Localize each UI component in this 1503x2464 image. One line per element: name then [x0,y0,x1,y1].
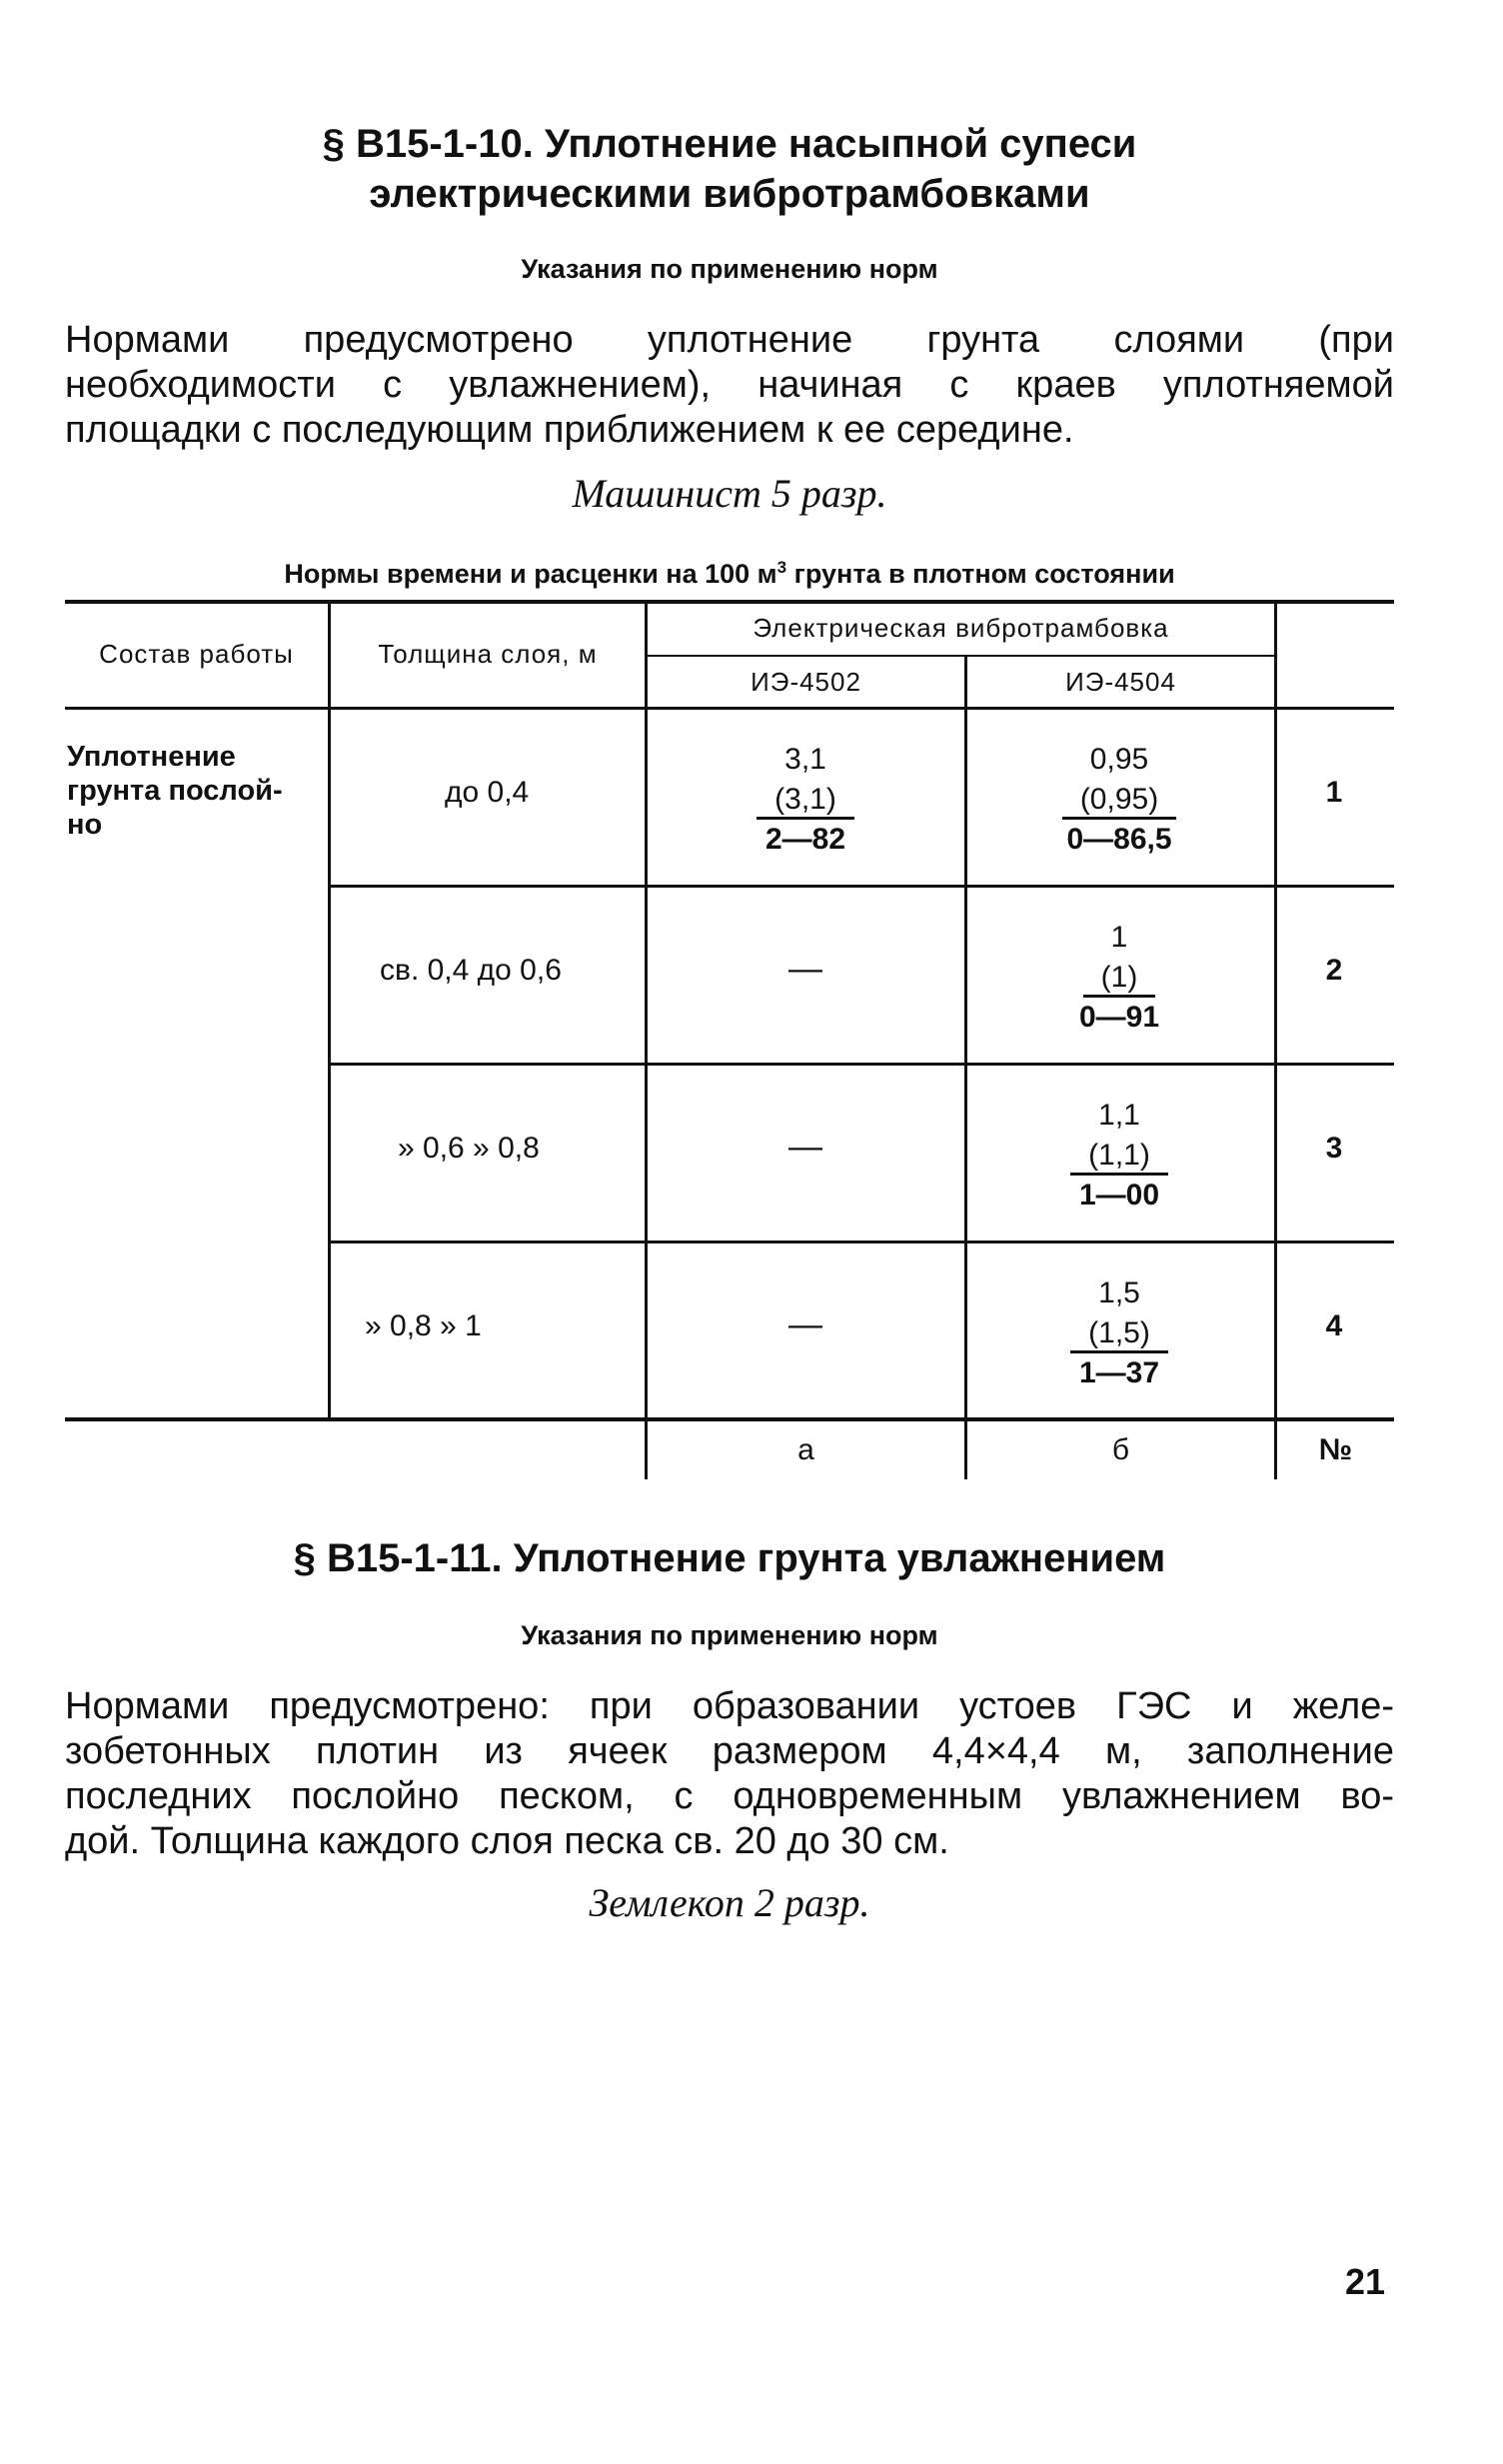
thickness-cell: св. 0,4 до 0,6 [380,954,562,987]
table-caption-tail: грунта в плотном состоянии [786,559,1175,589]
work-line: но [67,809,103,841]
work-line: Уплотнение [67,741,236,773]
row-rule [330,885,1394,888]
header-bottom-rule [65,707,1394,710]
thickness-cell: до 0,4 [445,776,530,809]
paragraph-line: зобетонных плотин из ячеек размером 4,4×4,4 м, заполнение [65,1730,1394,1772]
norms-table [65,600,1394,1479]
section-title-line1: § В15-1-10. Уплотнение насыпной супеси [322,122,1137,166]
paragraph-line: площадки с последующим приближением к ее середине. [65,409,1074,451]
header-col-b: ИЭ-4504 [1065,667,1176,697]
section-title: § В15-1-11. Уплотнение грунта увлажнением [293,1536,1166,1580]
footer-number-sign: № [1318,1433,1353,1466]
price-value: 1—37 [1078,1356,1160,1389]
table-caption-sup: 3 [776,558,787,577]
paragraph [65,318,1394,453]
worker-grade: Землекоп 2 разр. [589,1880,870,1925]
col-rule [645,600,648,1479]
subheading: Указания по применению норм [521,1620,938,1650]
work-line: грунта послой- [67,775,283,807]
rate-cell-a: — [788,950,822,988]
price-value: 1—00 [1078,1179,1160,1212]
table-bottom-rule [65,1417,1394,1421]
paragraph-line: Нормами предусмотрено: при образовании устоев ГЭС и желе- [65,1685,1394,1727]
norm-value: 1,1 [1098,1099,1140,1132]
price-value: 0—86,5 [1066,823,1172,856]
col-rule [328,600,331,1419]
rate-cell-a: — [788,1305,822,1343]
norm-value: 1 [1110,921,1128,954]
norm-value-alt: (1,1) [1070,1139,1168,1176]
price-value: 2—82 [764,823,846,856]
rate-cell-b [1019,918,1219,1038]
norm-value: 0,95 [1089,743,1149,776]
col-rule [964,655,967,1479]
thickness-cell: » 0,6 » 0,8 [398,1132,540,1165]
paragraph-line: необходимости с увлажнением), начиная с краев уплотняемой [65,364,1394,406]
norm-value-alt: (0,95) [1062,783,1176,820]
footer-col-a: а [797,1433,814,1466]
worker-grade: Машинист 5 разр. [572,471,887,516]
rate-cell-b [1019,1096,1219,1216]
col-rule [1274,600,1277,1479]
footer-col-b: б [1111,1433,1130,1466]
header-col-a: ИЭ-4502 [751,667,861,697]
rate-cell-a: — [788,1128,822,1166]
row-number: 1 [1325,776,1343,809]
row-number: 2 [1325,954,1343,987]
rate-cell-b [1019,1273,1219,1393]
header-sub-rule [645,655,1276,657]
row-rule [330,1063,1394,1066]
work-description [67,740,322,842]
paragraph-line: дой. Толщина каждого слоя песка св. 20 до 30 см. [65,1820,949,1862]
header-thickness: Толщина слоя, м [378,639,598,669]
norm-value: 1,5 [1098,1276,1140,1309]
thickness-cell: » 0,8 » 1 [365,1309,482,1342]
row-rule [330,1240,1394,1243]
norm-value-alt: (1,5) [1070,1316,1168,1353]
rate-cell-b [1019,740,1219,860]
section-title-line2: электрическими вибротрамбовками [369,172,1090,216]
paragraph-line: последних послойно песком, с одновременным увлажнением во- [65,1775,1394,1817]
paragraph [65,1684,1394,1864]
paragraph-line: Нормами предусмотрено уплотнение грунта слоями (при [65,319,1394,361]
norm-value-alt: (3,1) [756,783,854,820]
subheading: Указания по применению норм [521,254,938,284]
row-number: 3 [1325,1132,1343,1165]
rate-cell-a [706,740,905,860]
header-group: Электрическая вибротрамбовка [752,613,1169,643]
price-value: 0—91 [1078,1001,1160,1034]
page-number: 21 [1344,2261,1385,2302]
norm-value-alt: (1) [1083,961,1156,998]
table-caption [65,552,1394,590]
table-caption-text: Нормы времени и расценки на 100 м [284,559,777,589]
row-number: 4 [1325,1309,1343,1342]
table-top-rule [65,600,1394,604]
header-work: Состав работы [99,639,294,669]
norm-value: 3,1 [784,743,826,776]
